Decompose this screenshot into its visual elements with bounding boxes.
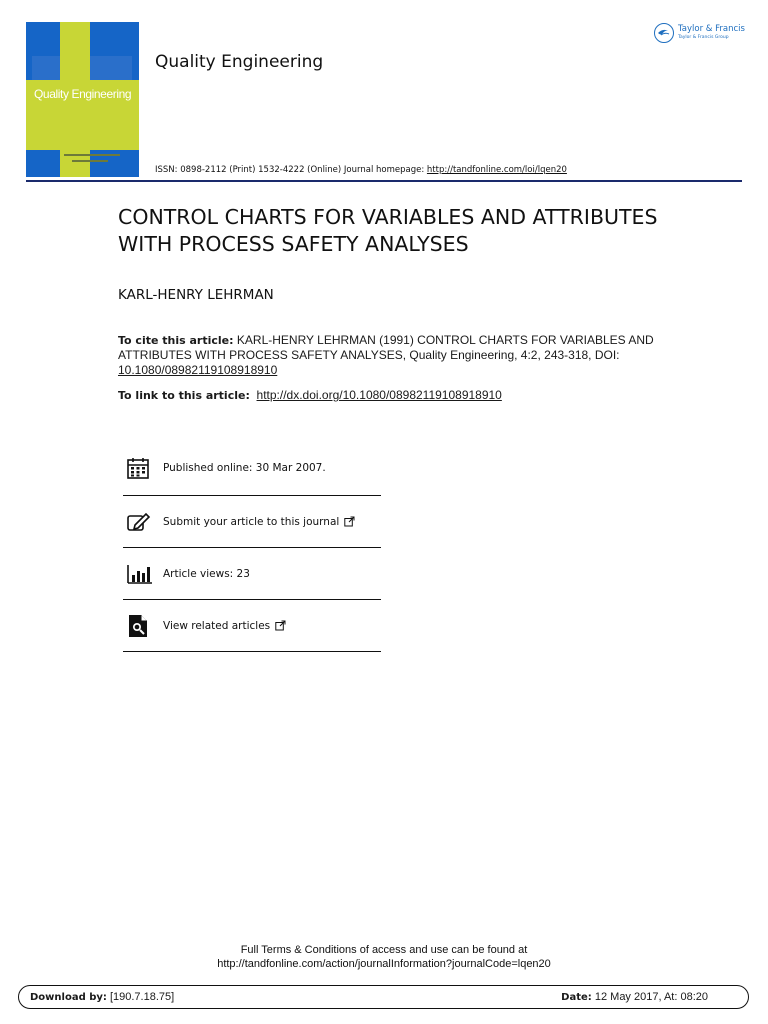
journal-name: Quality Engineering bbox=[155, 52, 324, 72]
published-online-label: Published online: 30 Mar 2007. bbox=[163, 461, 326, 474]
document-search-icon bbox=[127, 614, 149, 638]
article-title: CONTROL CHARTS FOR VARIABLES AND ATTRIBUTES WITH PROCESS SAFETY ANALYSES bbox=[118, 205, 658, 256]
terms-line-1: Full Terms & Conditions of access and use can be found at bbox=[240, 944, 528, 956]
cite-label: To cite this article: bbox=[118, 334, 234, 347]
download-ip: [190.7.18.75] bbox=[109, 991, 175, 1003]
related-articles-item[interactable] bbox=[123, 600, 381, 652]
issn-text: ISSN: 0898-2112 (Print) 1532-4222 (Online) Journal homepage: bbox=[155, 165, 427, 175]
download-label: Download by: bbox=[30, 992, 107, 1003]
article-views-item bbox=[123, 548, 381, 600]
published-online-item bbox=[123, 440, 381, 496]
publisher-logo[interactable] bbox=[654, 22, 748, 48]
issn-line bbox=[155, 165, 567, 175]
article-doi-link[interactable]: http://dx.doi.org/10.1080/08982119108918910 bbox=[256, 388, 502, 402]
header-divider bbox=[26, 180, 742, 182]
related-articles-label: View related articles bbox=[163, 619, 271, 632]
cite-doi-link[interactable]: 10.1080/08982119108918910 bbox=[118, 363, 278, 377]
cover-title: Quality Engineering bbox=[34, 87, 132, 101]
journal-homepage-link[interactable]: http://tandfonline.com/loi/lqen20 bbox=[426, 165, 567, 175]
citation-block bbox=[118, 333, 678, 378]
journal-cover-image bbox=[26, 22, 139, 177]
download-info-bar bbox=[18, 985, 749, 1009]
edit-icon bbox=[127, 512, 151, 532]
submit-article-label: Submit your article to this journal bbox=[163, 515, 340, 528]
cite-text: KARL-HENRY LEHRMAN (1991) CONTROL CHARTS FOR VARIABLES AND ATTRIBUTES WITH PROCESS SAFETY ANALYSES, Quality Engineering, 4:2, 243-318, DOI: bbox=[118, 333, 654, 362]
article-link-block bbox=[118, 388, 502, 402]
download-date: 12 May 2017, At: 08:20 bbox=[594, 991, 708, 1003]
calendar-icon bbox=[127, 457, 149, 479]
submit-article-item[interactable] bbox=[123, 496, 381, 548]
external-link-icon bbox=[344, 516, 355, 527]
article-author: KARL-HENRY LEHRMAN bbox=[118, 287, 274, 303]
link-label: To link to this article: bbox=[118, 389, 250, 402]
bar-chart-icon bbox=[127, 564, 153, 584]
publisher-group: Taylor & Francis Group bbox=[678, 35, 729, 40]
publisher-name: Taylor & Francis bbox=[678, 24, 745, 34]
publisher-logo-icon bbox=[654, 23, 674, 43]
terms-url[interactable]: http://tandfonline.com/action/journalInformation?journalCode=lqen20 bbox=[217, 958, 551, 970]
article-info-list bbox=[123, 440, 381, 652]
external-link-icon bbox=[275, 620, 286, 631]
article-views-label: Article views: 23 bbox=[163, 567, 250, 580]
terms-notice bbox=[0, 943, 768, 971]
date-label: Date: bbox=[561, 992, 592, 1003]
